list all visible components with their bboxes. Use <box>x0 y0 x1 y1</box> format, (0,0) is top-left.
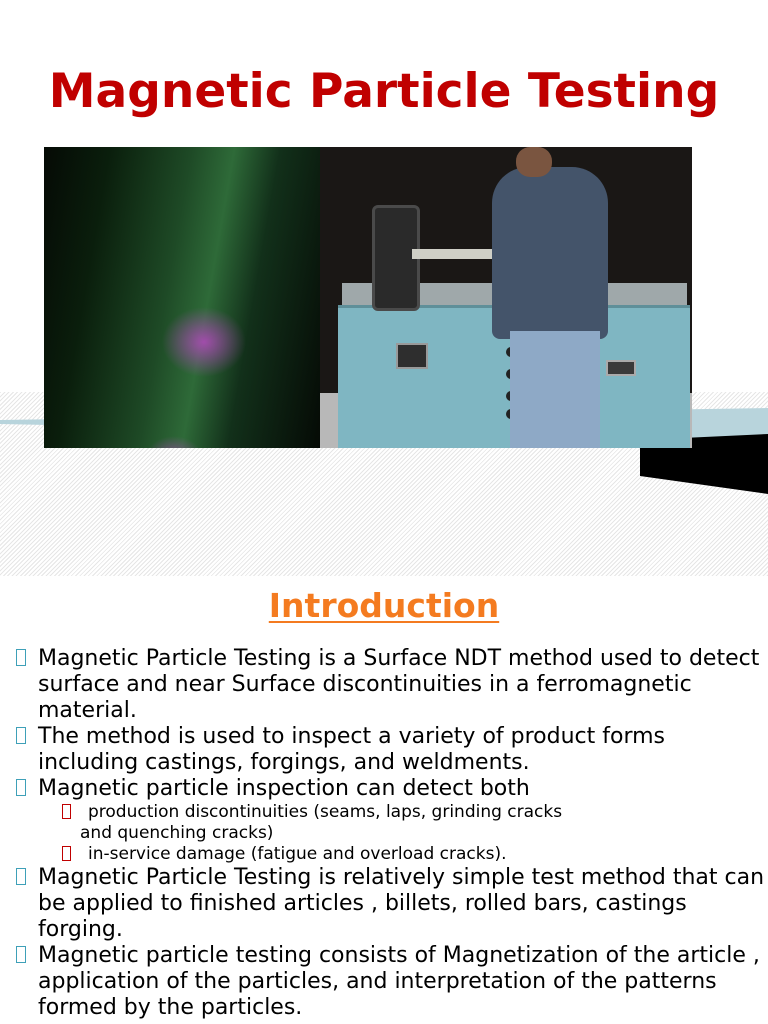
sub-bullet-text-continued: and quenching cracks) <box>80 823 274 843</box>
technician <box>492 167 608 339</box>
sub-bullet-item <box>0 844 768 865</box>
bullet-item <box>0 724 768 776</box>
bullet-marker-icon <box>16 779 26 796</box>
bench-label <box>606 360 636 376</box>
bullet-text: Magnetic Particle Testing is a Surface NDT method used to detect surface and near Surface discontinuities in a ferromagnetic material. <box>38 646 760 723</box>
bullet-item <box>0 865 768 943</box>
bullet-item <box>0 943 768 1021</box>
bullet-list <box>0 646 768 1021</box>
slide-introduction <box>0 576 768 1024</box>
bullet-text: Magnetic particle inspection can detect both <box>38 776 530 801</box>
technician-legs <box>510 331 600 448</box>
bullet-text: Magnetic Particle Testing is relatively simple test method that can be applied to finished articles , billets, rolled bars, castings forging. <box>38 865 765 942</box>
technician-head <box>516 147 552 177</box>
slide-title-text: Magnetic Particle Testing <box>48 64 720 119</box>
bullet-marker-icon <box>16 946 26 963</box>
sub-bullet-text: in-service damage (fatigue and overload cracks). <box>88 844 507 864</box>
sub-bullet-marker-icon <box>62 846 71 861</box>
technician-at-test-bench-photo <box>320 147 692 448</box>
bullet-item <box>0 646 768 724</box>
sub-bullet-item <box>0 802 768 844</box>
bullet-marker-icon <box>16 727 26 744</box>
sub-bullet-marker-icon <box>62 804 71 819</box>
bullet-text: The method is used to inspect a variety of product forms including castings, forgings, and weldments. <box>38 724 666 775</box>
bullet-marker-icon <box>16 649 26 666</box>
magnetic-particle-indication-photo <box>44 147 320 448</box>
introduction-heading: Introduction <box>268 586 500 625</box>
sub-bullet-text: production discontinuities (seams, laps, grinding cracks <box>88 802 563 822</box>
bench-nameplate <box>396 343 428 369</box>
bullet-item <box>0 776 768 802</box>
bullet-marker-icon <box>16 868 26 885</box>
bullet-text: Magnetic particle testing consists of Magnetization of the article , application of the particles, and interpretation of the patterns formed by the particles. <box>38 943 760 1020</box>
